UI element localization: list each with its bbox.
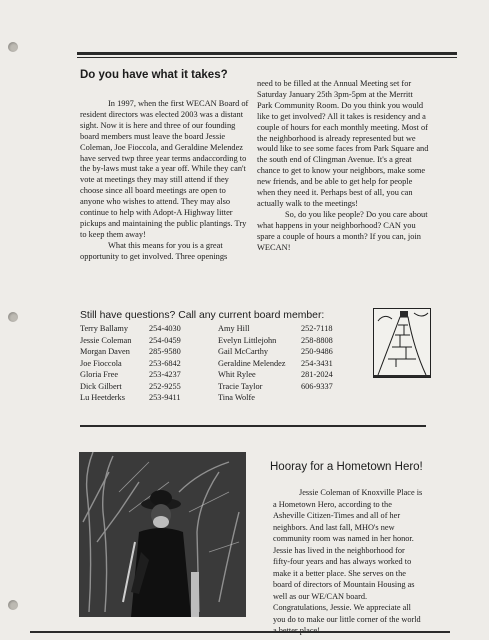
board-member-phone: 253-4237 — [149, 370, 181, 379]
article-paragraph: What this means for you is a great opportunity to get involved. Three openings — [80, 240, 228, 261]
top-rule-thick — [77, 52, 457, 55]
section-divider — [80, 425, 426, 427]
board-members-right — [218, 323, 361, 404]
binder-hole — [8, 312, 18, 322]
board-member-name: Jessie Coleman — [80, 335, 132, 345]
board-member-phone: 254-3431 — [301, 358, 333, 368]
board-member-row — [80, 369, 209, 381]
board-member-row — [80, 392, 209, 404]
board-member-name: Amy Hill — [218, 324, 250, 333]
board-member-phone: 258-8808 — [301, 335, 333, 345]
hero-photo — [79, 452, 246, 617]
board-member-row — [80, 358, 209, 370]
board-member-name: Morgan Daven — [80, 347, 130, 356]
board-member-row — [218, 323, 361, 335]
board-member-row — [218, 392, 361, 404]
board-member-name: Lu Heetderks — [80, 393, 125, 402]
board-member-phone: 252-9255 — [149, 381, 181, 391]
hero-article-title: Hooray for a Hometown Hero! — [270, 461, 423, 473]
hero-article-text: Jessie Coleman of Knoxville Place is a Hometown Hero, according to the Asheville Citizen-Times and all of her neighbors. And last fall, MHO's new community room was named in her honor. Jessie has lived in the neighborhood for fifty-four years and has always worked to make it a better place. She serves on the board of directors of Mountain Housing as well as our WE/CAN board. Congratulations, Jessie. We appreciate all you do to make our little corner of the world — [273, 488, 423, 624]
board-member-name: Whit Rylee — [218, 370, 256, 379]
board-member-phone: 606-9337 — [301, 381, 333, 391]
board-member-phone: 253-9411 — [149, 393, 181, 402]
board-member-row — [80, 381, 209, 393]
board-member-phone: 281-2024 — [301, 370, 333, 379]
board-member-name: Gail McCarthy — [218, 347, 269, 356]
article-column-left — [80, 99, 252, 263]
article-paragraph: need to be filled at the Annual Meeting set for Saturday January 25th 3pm-5pm at the Merritt Park Community Room. Do you think you would like to get involved? All it takes is residency and a couple of hours for each monthly meeting. Most of the neighborhood is already represented but we would like to see some faces from Park Square and the south end of Clingman Avenue. It's a great chance to get to know your neighbors, make some new friends, and be able to get help for people when they need it. Perhaps best of all, you can actually walk to the meetings! — [257, 79, 429, 208]
board-member-name: Geraldine Melendez — [218, 358, 286, 368]
hero-article-body — [273, 487, 423, 637]
board-member-row — [218, 335, 361, 347]
article-column-right — [257, 79, 429, 254]
board-contacts-title: Still have questions? Call any current board member: — [80, 310, 325, 321]
bottom-rule — [30, 631, 450, 633]
board-member-row — [218, 381, 361, 393]
board-member-row — [80, 335, 209, 347]
board-member-phone: 253-6842 — [149, 358, 181, 368]
top-rule-thin — [77, 57, 457, 58]
binder-hole — [8, 600, 18, 610]
board-member-name: Tina Wolfe — [218, 393, 255, 402]
board-member-phone: 252-7118 — [301, 324, 333, 333]
board-member-phone — [301, 392, 361, 404]
board-member-name: Tracie Taylor — [218, 381, 263, 391]
board-member-name: Terry Ballamy — [80, 324, 129, 333]
board-member-row — [218, 369, 361, 381]
board-member-row — [80, 323, 209, 335]
board-member-phone: 250-9486 — [301, 347, 333, 356]
board-member-phone: 254-0459 — [149, 335, 181, 345]
board-member-row — [80, 346, 209, 358]
board-member-phone: 254-4030 — [149, 324, 181, 333]
board-member-phone: 285-9580 — [149, 347, 181, 356]
board-member-row — [218, 358, 361, 370]
binder-hole — [8, 42, 18, 52]
stone-chimney-illustration — [373, 308, 431, 378]
board-member-name: Joe Fioccola — [80, 358, 122, 368]
board-member-name: Evelyn Littlejohn — [218, 335, 277, 345]
article-paragraph: So, do you like people? Do you care about what happens in your neighborhood? CAN you spare a couple of hours a month? If you can, join WECAN! — [257, 209, 428, 252]
article-title: Do you have what it takes? — [80, 69, 228, 81]
article-paragraph: In 1997, when the first WECAN Board of resident directors was elected 2003 was a distant sight. Now it is here and three of our founding board members must leave the board Jessie Coleman, Joe Fioccola, and Geraldine Melendez have served twp three year terms andaccording to the by-laws must take a year off. While they can't vote at meetings they may still attend if they choose since all board meetings are open to anyone who wishes to attend. They may also continue to help with Adopt-A Highway litter pickups and maintaining the public plantings. Try to keep them away! — [80, 99, 249, 239]
board-member-name: Dick Gilbert — [80, 381, 122, 391]
board-members-left — [80, 323, 209, 404]
board-member-name: Gloria Free — [80, 370, 119, 379]
board-member-row — [218, 346, 361, 358]
